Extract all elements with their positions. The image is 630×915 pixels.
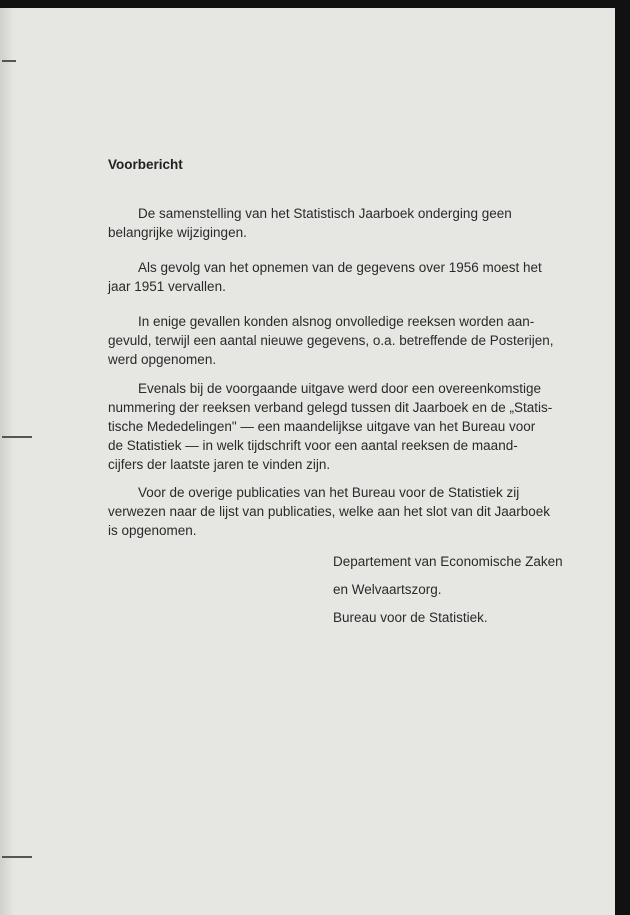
paragraph-line: de Statistiek — in welk tijdschrift voor een aantal reeksen de maand- — [108, 438, 518, 453]
paragraph-line: Als gevolg van het opnemen van de gegevens over 1956 moest het — [138, 260, 542, 275]
paragraph-line: tische Mededelingen" — een maandelijkse uitgave van het Bureau voor — [108, 419, 536, 434]
paragraph-line: cijfers der laatste jaren te vinden zijn. — [108, 457, 331, 472]
paragraph-line: jaar 1951 vervallen. — [108, 279, 226, 294]
binding-mark — [2, 436, 32, 438]
signature-line: Bureau voor de Statistiek. — [333, 610, 488, 625]
paragraph-line: verwezen naar de lijst van publicaties, welke aan het slot van dit Jaarboek — [108, 504, 550, 519]
paragraph-line: De samenstelling van het Statistisch Jaarboek onderging geen — [138, 206, 512, 221]
document-page — [0, 8, 615, 915]
paragraph-line: is opgenomen. — [108, 523, 197, 538]
paragraph-line: In enige gevallen konden alsnog onvolledige reeksen worden aan- — [138, 314, 535, 329]
signature-line: en Welvaartszorg. — [333, 582, 442, 597]
binding-mark — [2, 60, 16, 62]
paragraph-line: Evenals bij de voorgaande uitgave werd door een overeenkomstige — [138, 381, 542, 396]
page-title: Voorbericht — [108, 157, 183, 172]
paragraph-line: belangrijke wijzigingen. — [108, 225, 247, 240]
signature-line: Departement van Economische Zaken — [333, 554, 563, 569]
paragraph-line: nummering der reeksen verband gelegd tussen dit Jaarboek en de „Statis- — [108, 400, 553, 415]
binding-mark — [2, 856, 32, 858]
paragraph-line: werd opgenomen. — [108, 352, 217, 367]
paragraph-line: gevuld, terwijl een aantal nieuwe gegevens, o.a. betreffende de Posterijen, — [108, 333, 554, 348]
paragraph-line: Voor de overige publicaties van het Bureau voor de Statistiek zij — [138, 485, 520, 500]
binding-edge — [0, 8, 14, 915]
